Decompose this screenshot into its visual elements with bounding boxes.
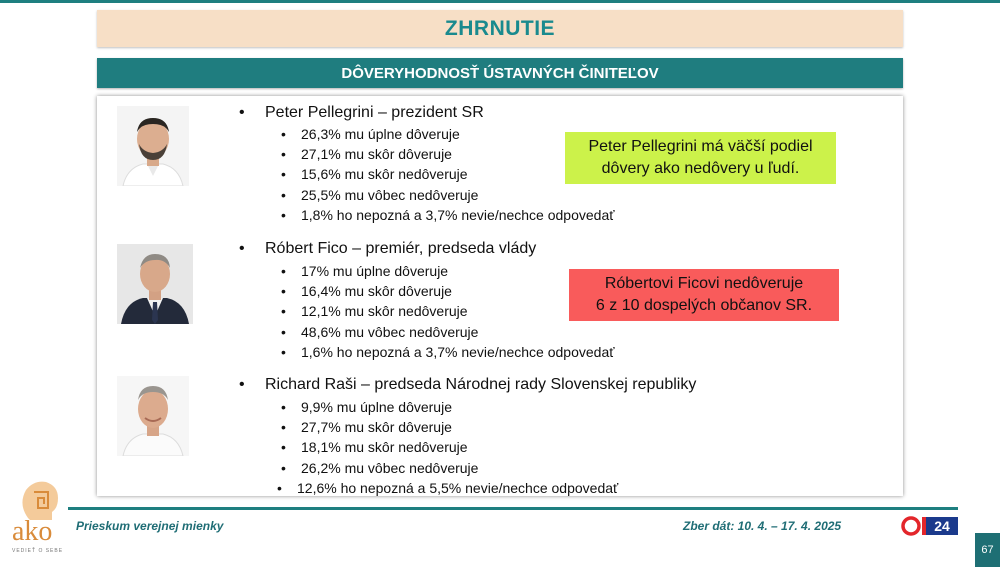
list-item: • 18,1% mu skôr nedôveruje xyxy=(281,437,618,457)
subtitle-bar xyxy=(97,58,903,88)
callout-pellegrini xyxy=(565,132,836,184)
page-number: 67 xyxy=(975,533,1000,567)
callout-line: Róbertovi Ficovi nedôveruje xyxy=(604,275,804,292)
section-subtitle: DÔVERYHODNOSŤ ÚSTAVNÝCH ČINITEĽOV xyxy=(341,64,659,82)
person-name-line xyxy=(239,376,696,394)
bullet-icon: • xyxy=(239,104,245,121)
bullet-icon: • xyxy=(281,343,286,360)
ako-tagline: VEDIEŤ O SEBE xyxy=(12,548,64,554)
callout-fico xyxy=(569,269,839,321)
bullet-icon: • xyxy=(239,240,245,257)
footer-date-range: Zber dát: 10. 4. – 17. 4. 2025 xyxy=(683,519,842,533)
portrait-photo-fico xyxy=(117,244,193,324)
list-item: • 12,6% ho nepozná a 5,5% nevie/nechce odpovedať xyxy=(277,478,618,498)
title-bar xyxy=(97,10,903,47)
bullet-icon: • xyxy=(281,206,286,223)
list-item: • 26,3% mu úplne dôveruje xyxy=(281,124,615,144)
bullet-icon: • xyxy=(281,166,286,183)
bullet-icon: • xyxy=(281,126,286,142)
bullet-icon: • xyxy=(281,439,286,456)
bullet-icon: • xyxy=(281,283,286,300)
stat-list xyxy=(281,261,615,362)
bullet-icon: • xyxy=(281,303,286,320)
list-item: • 27,7% mu skôr dôveruje xyxy=(281,417,618,437)
stat-list xyxy=(277,397,619,498)
footer-rule xyxy=(68,507,958,510)
list-item: • 25,5% mu vôbec nedôveruje xyxy=(281,185,615,205)
callout-line: dôvery ako nedôvery u ľudí. xyxy=(601,160,800,177)
bullet-icon: • xyxy=(281,263,286,279)
list-item: • 1,6% ho nepozná a 3,7% nevie/nechce odpovedať xyxy=(281,342,615,362)
bullet-icon: • xyxy=(281,186,286,203)
callout-line: Peter Pellegrini má väčší podiel xyxy=(588,138,813,155)
bullet-icon: • xyxy=(277,479,282,496)
bullet-icon: • xyxy=(281,459,286,476)
ako-logo-text: ako xyxy=(12,516,53,547)
bullet-icon: • xyxy=(281,323,286,340)
list-item: • 48,6% mu vôbec nedôveruje xyxy=(281,322,615,342)
portrait-photo-pellegrini xyxy=(117,106,189,186)
person-name: Richard Raši – predseda Národnej rady Slovenskej republiky xyxy=(265,376,697,393)
top-rule xyxy=(0,0,1000,3)
tv24-logo xyxy=(900,515,960,537)
list-item: • 12,1% mu skôr nedôveruje xyxy=(281,301,615,321)
portrait-photo-rasi xyxy=(117,376,189,456)
person-name-line xyxy=(239,240,536,258)
list-item: • 9,9% mu úplne dôveruje xyxy=(281,397,618,417)
bullet-icon: • xyxy=(281,146,286,163)
bullet-icon: • xyxy=(281,419,286,436)
list-item: • 26,2% mu vôbec nedôveruje xyxy=(281,458,618,478)
list-item: • 15,6% mu skôr nedôveruje xyxy=(281,164,615,184)
page-title: ZHRNUTIE xyxy=(444,16,556,40)
footer-survey-label: Prieskum verejnej mienky xyxy=(76,519,224,533)
person-name: Róbert Fico – premiér, predseda vlády xyxy=(265,240,537,257)
tv24-logo-text: 24 xyxy=(934,518,950,534)
list-item: • 27,1% mu skôr dôveruje xyxy=(281,144,615,164)
content-box xyxy=(97,96,903,496)
list-item: • 17% mu úplne dôveruje xyxy=(281,261,615,281)
bullet-icon: • xyxy=(281,399,286,415)
bullet-icon: • xyxy=(239,376,245,393)
person-name-line xyxy=(239,104,484,122)
callout-line: 6 z 10 dospelých občanov SR. xyxy=(595,297,813,314)
person-name: Peter Pellegrini – prezident SR xyxy=(265,104,484,121)
list-item: • 1,8% ho nepozná a 3,7% nevie/nechce odpovedať xyxy=(281,205,615,225)
list-item: • 16,4% mu skôr dôveruje xyxy=(281,281,615,301)
